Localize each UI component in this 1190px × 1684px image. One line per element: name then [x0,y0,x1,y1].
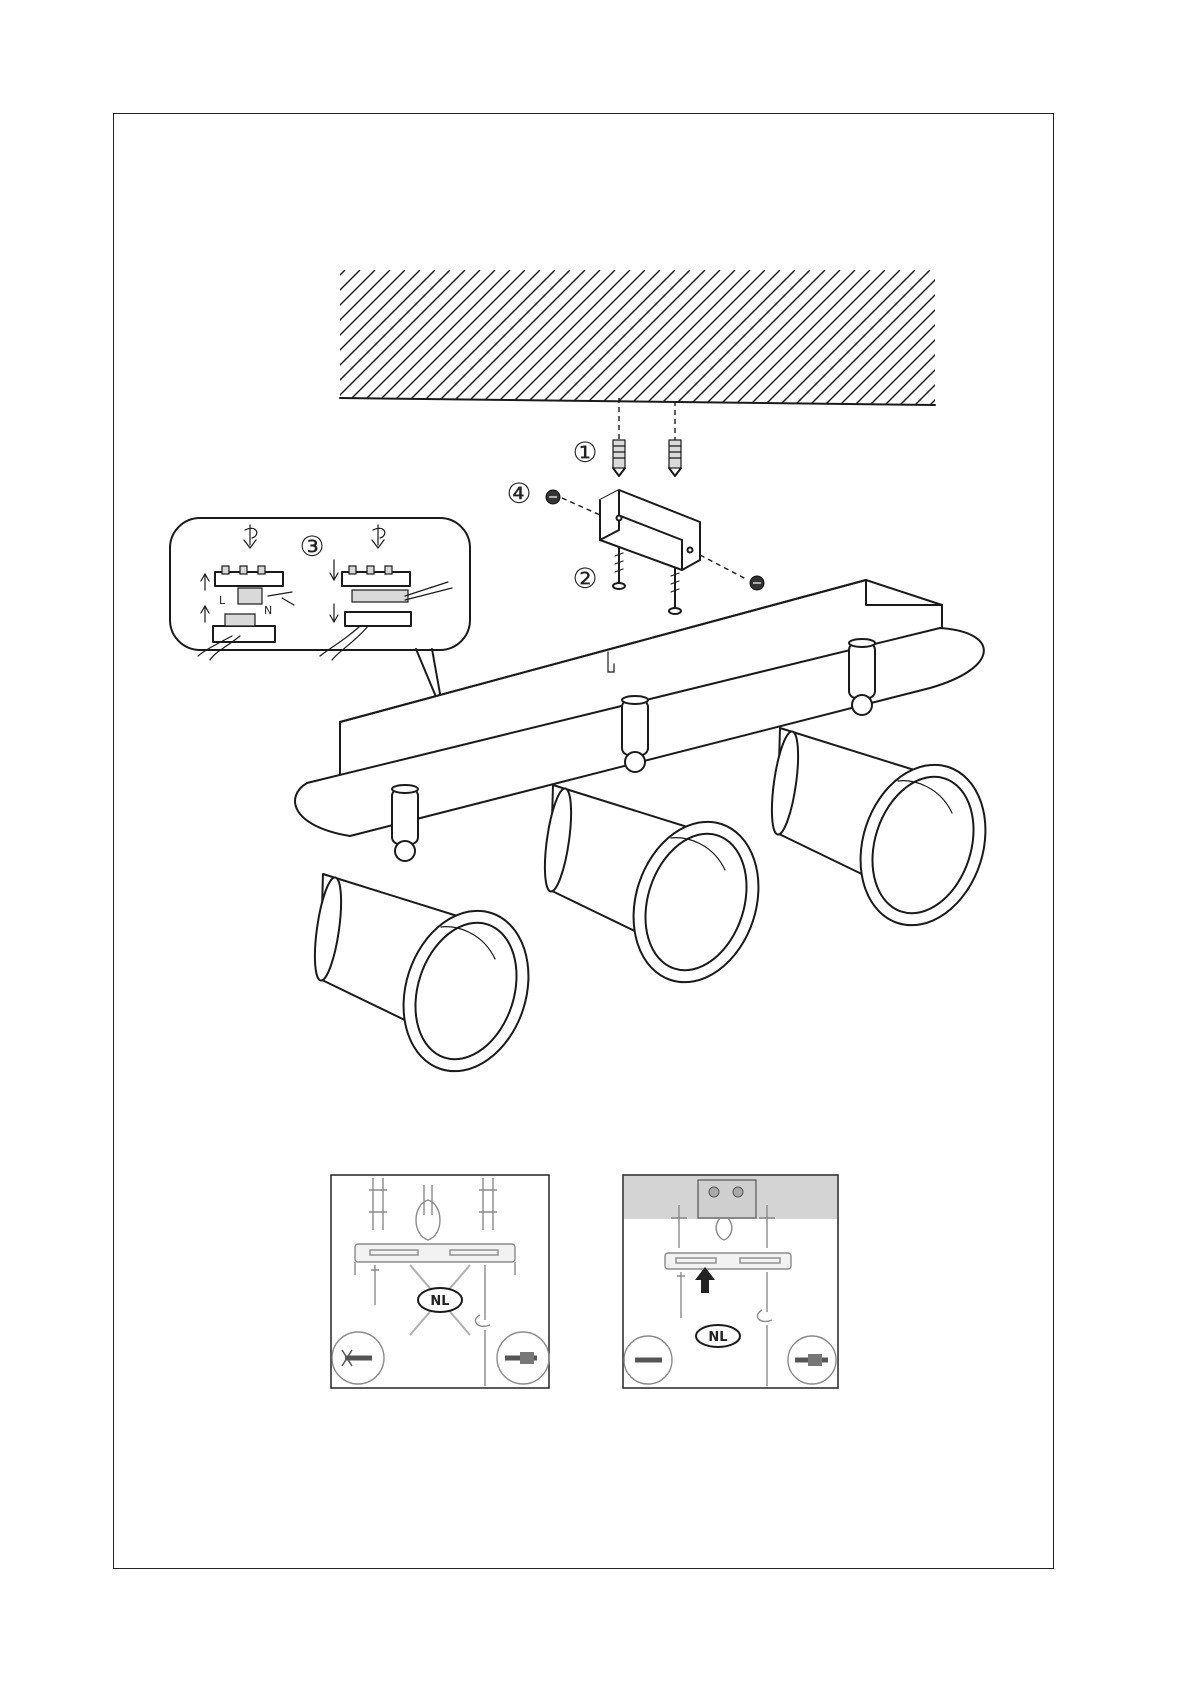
screw-1 [613,548,625,589]
hatch-line [685,270,825,410]
mounting-bracket [600,490,700,570]
grub-screw-right [750,576,764,590]
hatch-line [775,270,915,410]
hatch-line [400,270,540,410]
wall-plug-2 [669,440,681,476]
hatch-line [295,270,435,410]
hatch-line [655,270,795,410]
step-1-callout: ① [572,436,598,469]
install-panel-left [331,1175,549,1388]
hatch-line [805,270,945,410]
hatch-line [895,270,1035,410]
hatch-line [790,270,930,410]
hatch-line [280,270,420,410]
hatch-line [235,270,375,410]
ceiling-hatching [190,270,1080,410]
hatch-line [325,270,465,410]
hatch-line [310,270,450,410]
hatch-line [415,270,555,410]
hatch-line [205,270,345,410]
hatch-line [490,270,630,410]
install-panel-right [623,1175,838,1388]
hatch-line [385,270,525,410]
hatch-line [625,270,765,410]
hatch-line [220,270,360,410]
hatch-line [190,270,330,410]
step-4-callout: ④ [506,477,532,510]
wiring-detail-inset [170,518,470,716]
ceiling [190,270,1080,410]
hatch-line [820,270,960,410]
hatch-line [565,270,705,410]
neutral-wire-label: N [264,604,273,617]
hatch-line [550,270,690,410]
hatch-line [835,270,975,410]
hatch-line [730,270,870,410]
hatch-line [865,270,1005,410]
hatch-line [460,270,600,410]
hatch-line [355,270,495,410]
hatch-line [595,270,735,410]
step-3-callout: ③ [299,530,325,563]
hatch-line [370,270,510,410]
hatch-line [265,270,405,410]
nl-badge-left: NL [430,1294,450,1309]
hatch-line [445,270,585,410]
step-2-callout: ② [572,562,598,595]
hatch-line [670,270,810,410]
hatch-line [250,270,390,410]
hatch-line [715,270,855,410]
hatch-line [850,270,990,410]
hatch-line [925,270,1065,410]
live-wire-label: L [219,594,226,607]
hatch-line [520,270,660,410]
hatch-line [910,270,1050,410]
hatch-line [340,270,480,410]
terminal-block-closed [320,525,452,660]
hatch-line [535,270,675,410]
hatch-line [760,270,900,410]
hatch-line [640,270,780,410]
hatch-line [610,270,750,410]
screw-2 [669,568,681,614]
terminal-block-open [198,525,294,660]
hatch-line [505,270,645,410]
hatch-line [745,270,885,410]
hatch-line [430,270,570,410]
hatch-line [880,270,1020,410]
hatch-line [940,270,1080,410]
hatch-line [475,270,615,410]
wall-plug-1 [613,440,625,476]
grub-screw-left [546,490,560,504]
hatch-line [700,270,840,410]
nl-badge-right: NL [708,1330,728,1345]
hatch-line [580,270,720,410]
